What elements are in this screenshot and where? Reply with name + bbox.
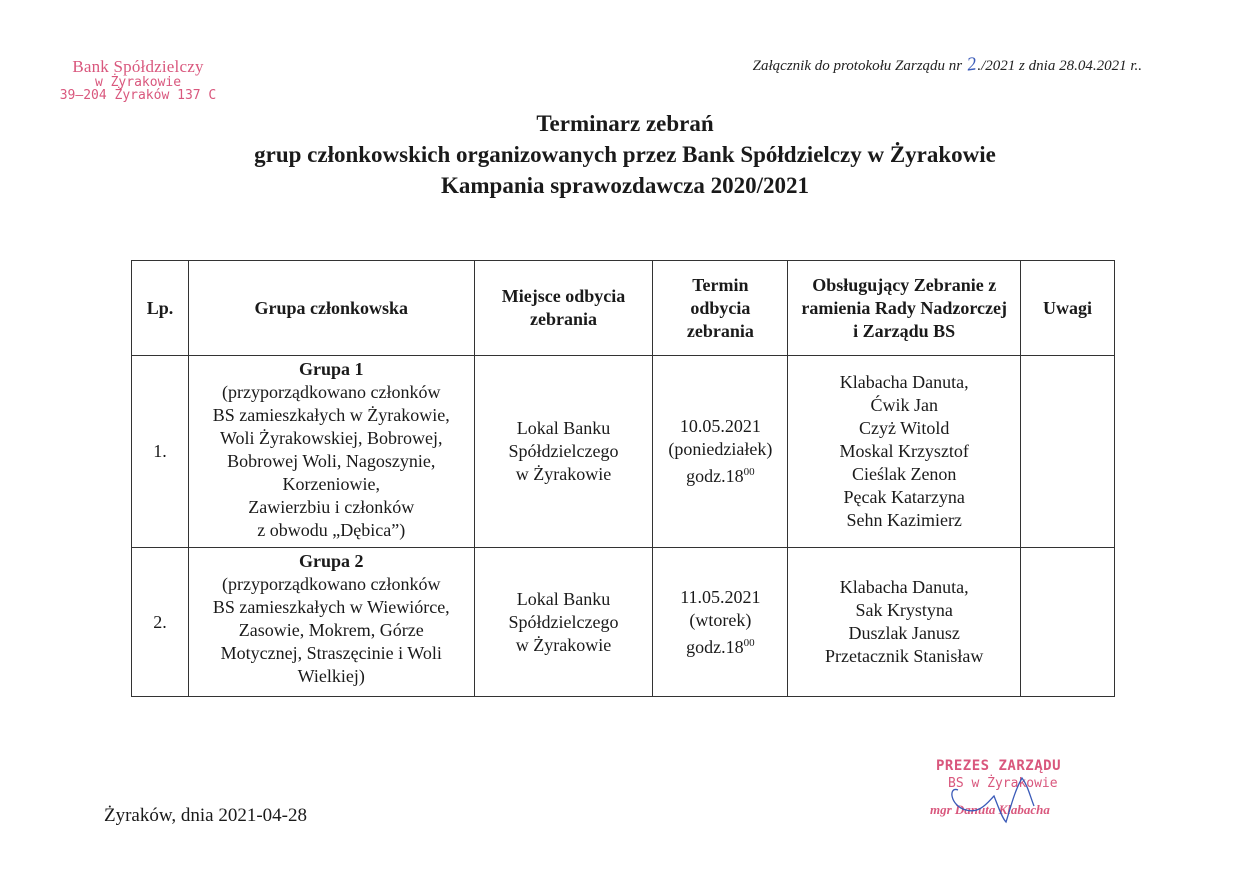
term-weekday: (wtorek): [689, 609, 752, 630]
term-time-minutes: 00: [743, 466, 755, 478]
term-time: [655, 461, 785, 488]
group-desc-line: BS zamieszkałych w Wiewiórce,: [212, 597, 450, 617]
signature-icon: [918, 756, 1098, 836]
cell-place: [474, 356, 653, 548]
header-notes: Uwagi: [1021, 261, 1115, 356]
term-date: 10.05.2021: [679, 416, 761, 436]
staff-member: Klabacha Danuta,: [839, 577, 969, 597]
table-row: [132, 356, 1115, 548]
president-stamp: [918, 756, 1098, 826]
cell-term: [653, 356, 788, 548]
cell-notes: [1021, 356, 1115, 548]
cell-term: [653, 548, 788, 697]
term-weekday: (poniedziałek): [668, 439, 773, 459]
president-stamp-role: PREZES ZARZĄDU: [936, 758, 1062, 774]
annex-prefix: Załącznik do protokołu Zarządu nr: [752, 58, 966, 74]
staff-member: Czyż Witold: [858, 418, 950, 438]
group-name: Grupa 1: [298, 359, 364, 379]
place-line: Lokal Banku: [516, 418, 611, 438]
term-time-hour: godz.18: [686, 466, 744, 486]
place-line: Spółdzielczego: [508, 441, 619, 461]
cell-staff: [788, 548, 1021, 697]
group-desc-line: Korzeniowie,: [282, 474, 380, 494]
table-header-row: [132, 261, 1115, 356]
group-desc-line: (przyporządkowano członków: [222, 574, 441, 594]
staff-member: Pęcak Katarzyna: [843, 487, 965, 507]
group-desc-line: Motycznej, Straszęcinie i Woli: [220, 643, 442, 663]
place-line: Lokal Banku: [516, 588, 611, 609]
place-and-date: Żyraków, dnia 2021-04-28: [104, 805, 307, 826]
annex-handwritten-number: 2: [965, 53, 978, 76]
group-desc-line: z obwodu „Dębica”): [257, 520, 406, 540]
document-title: [0, 108, 1250, 201]
president-stamp-bank: BS w Żyrakowie: [948, 776, 1058, 791]
staff-member: Duszlak Janusz: [848, 623, 960, 643]
header-term: Termin odbycia zebrania: [653, 261, 788, 356]
title-line-2: grup członkowskich organizowanych przez Bank Spółdzielczy w Żyrakowie: [254, 142, 996, 167]
group-desc-line: Zasowie, Mokrem, Górze: [238, 620, 424, 640]
place-line: w Żyrakowie: [515, 464, 612, 484]
cell-place: [474, 548, 653, 697]
group-desc-line: (przyporządkowano członków: [222, 382, 441, 402]
header-lp: Lp.: [132, 261, 189, 356]
title-line-1: Terminarz zebrań: [536, 111, 714, 136]
cell-group: [188, 356, 474, 548]
staff-member: Sehn Kazimierz: [846, 510, 962, 530]
group-desc-line: Zawierzbiu i członków: [248, 497, 415, 517]
bank-stamp-address: 39–204 Żyraków 137 C: [59, 88, 217, 104]
bank-stamp-location: w Żyrakowie: [94, 74, 182, 90]
table-row: [132, 548, 1115, 697]
cell-staff: [788, 356, 1021, 548]
header-place: Miejsce odbycia zebrania: [474, 261, 653, 356]
staff-member: Moskal Krzysztof: [839, 441, 969, 461]
cell-group: [188, 548, 474, 697]
group-desc-line: Woli Żyrakowskiej, Bobrowej,: [219, 428, 443, 448]
staff-member: Sak Krystyna: [855, 600, 953, 620]
staff-member: Ćwik Jan: [870, 395, 938, 415]
term-time-minutes: 00: [743, 636, 755, 649]
place-line: w Żyrakowie: [515, 634, 612, 655]
term-date: 11.05.2021: [680, 586, 761, 607]
cell-lp: 1.: [132, 356, 189, 548]
bank-stamp: [40, 58, 236, 103]
cell-lp: 2.: [132, 548, 189, 697]
president-stamp-name: mgr Danuta Klabacha: [930, 802, 1050, 817]
title-line-3: Kampania sprawozdawcza 2020/2021: [441, 173, 809, 198]
bank-stamp-name: Bank Spółdzielczy: [72, 57, 204, 76]
staff-member: Przetacznik Stanisław: [824, 646, 984, 666]
header-group: Grupa członkowska: [188, 261, 474, 356]
header-staff: Obsługujący Zebranie z ramienia Rady Nadzorczej i Zarządu BS: [788, 261, 1021, 356]
place-line: Spółdzielczego: [508, 611, 619, 632]
annex-reference: [753, 54, 1142, 76]
group-desc-line: Wielkiej): [297, 666, 365, 686]
annex-suffix: ./2021 z dnia 28.04.2021 r..: [977, 58, 1142, 74]
group-desc-line: BS zamieszkałych w Żyrakowie,: [212, 405, 450, 425]
group-name: Grupa 2: [298, 551, 364, 571]
schedule-table: [131, 260, 1115, 697]
term-time: [655, 632, 785, 659]
staff-member: Klabacha Danuta,: [839, 372, 969, 392]
cell-notes: [1021, 548, 1115, 697]
staff-member: Cieślak Zenon: [851, 464, 957, 484]
term-time-hour: godz.18: [686, 636, 744, 657]
group-desc-line: Bobrowej Woli, Nagoszynie,: [227, 451, 436, 471]
